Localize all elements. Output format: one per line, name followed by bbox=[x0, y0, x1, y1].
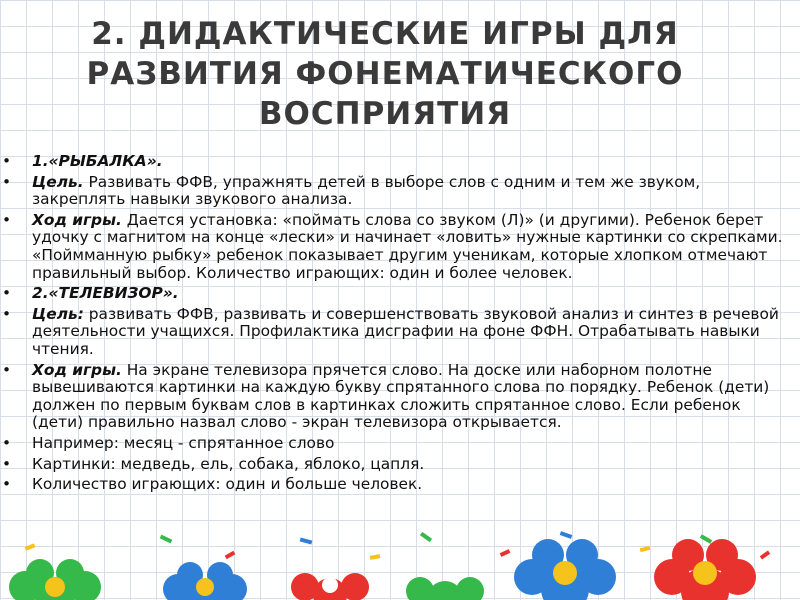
bullet-item-players bbox=[0, 476, 790, 494]
title-line-3: ВОСПРИЯТИЯ bbox=[258, 96, 512, 132]
item-label: Цель. bbox=[32, 172, 84, 191]
item-text: развивать ФФВ, развивать и совершенствовать звуковой анализ и синтез в речевой деятельности учащихся. Профилактика дисграфии на фоне ФФН. Отрабатывать навыки чтения. bbox=[32, 304, 779, 358]
item-text: Развивать ФФВ, упражнять детей в выборе слов с одним и тем же звуком, закреплять навыки звукового анализа. bbox=[32, 172, 701, 209]
bullet-item-game-2-heading bbox=[0, 285, 790, 303]
item-text: Количество играющих: один и больше человек. bbox=[32, 475, 423, 494]
item-text: Например: месяц - спрятанное слово bbox=[32, 433, 335, 452]
bullet-item-example bbox=[0, 435, 790, 453]
bullet-item-game-1-heading bbox=[0, 153, 790, 171]
title-line-1: 2. ДИДАКТИЧЕСКИЕ ИГРЫ ДЛЯ bbox=[91, 16, 679, 52]
title-line-2: РАЗВИТИЯ ФОНЕМАТИЧЕСКОГО bbox=[86, 56, 684, 92]
sparkle-icon bbox=[25, 531, 771, 560]
bullet-item-procedure-1 bbox=[0, 212, 790, 282]
bullet-item-goal-1 bbox=[0, 174, 790, 209]
item-text: Дается установка: «поймать слова со звуком (Л)» (и другими). Ребенок берет удочку с магнитом на конце «лески» и начинает «ловить» нужные картинки со скрепками. «Поймманную рыбку» ребенок показывает другим ученикам, которые хлопком отмечают правильный выбор. Количество играющих: один и более человек. bbox=[32, 210, 783, 282]
item-label: Цель: bbox=[32, 304, 84, 323]
flower-decoration-icon bbox=[0, 525, 800, 600]
bullet-item-goal-2 bbox=[0, 306, 790, 359]
item-label: Ход игры. bbox=[32, 210, 122, 229]
item-text: На экране телевизора прячется слово. На доске или наборном полотне вывешиваются картинки на каждую букву спрятанного слова по порядку. Ребенок (дети) должен по первым буквам слов в картинках сложить спрятанное слово. Если ребенок (дети) правильно назвал слово - экран телевизора открывается. bbox=[32, 360, 770, 432]
bullet-list bbox=[0, 153, 790, 497]
bullet-item-pictures bbox=[0, 456, 790, 474]
bullet-item-procedure-2 bbox=[0, 362, 790, 432]
item-label: Ход игры. bbox=[32, 360, 122, 379]
item-text: Картинки: медведь, ель, собака, яблоко, цапля. bbox=[32, 454, 425, 473]
item-label: 2.«ТЕЛЕВИЗОР». bbox=[32, 284, 179, 303]
item-label: 1.«РЫБАЛКА». bbox=[32, 152, 163, 170]
slide-title bbox=[40, 14, 730, 134]
